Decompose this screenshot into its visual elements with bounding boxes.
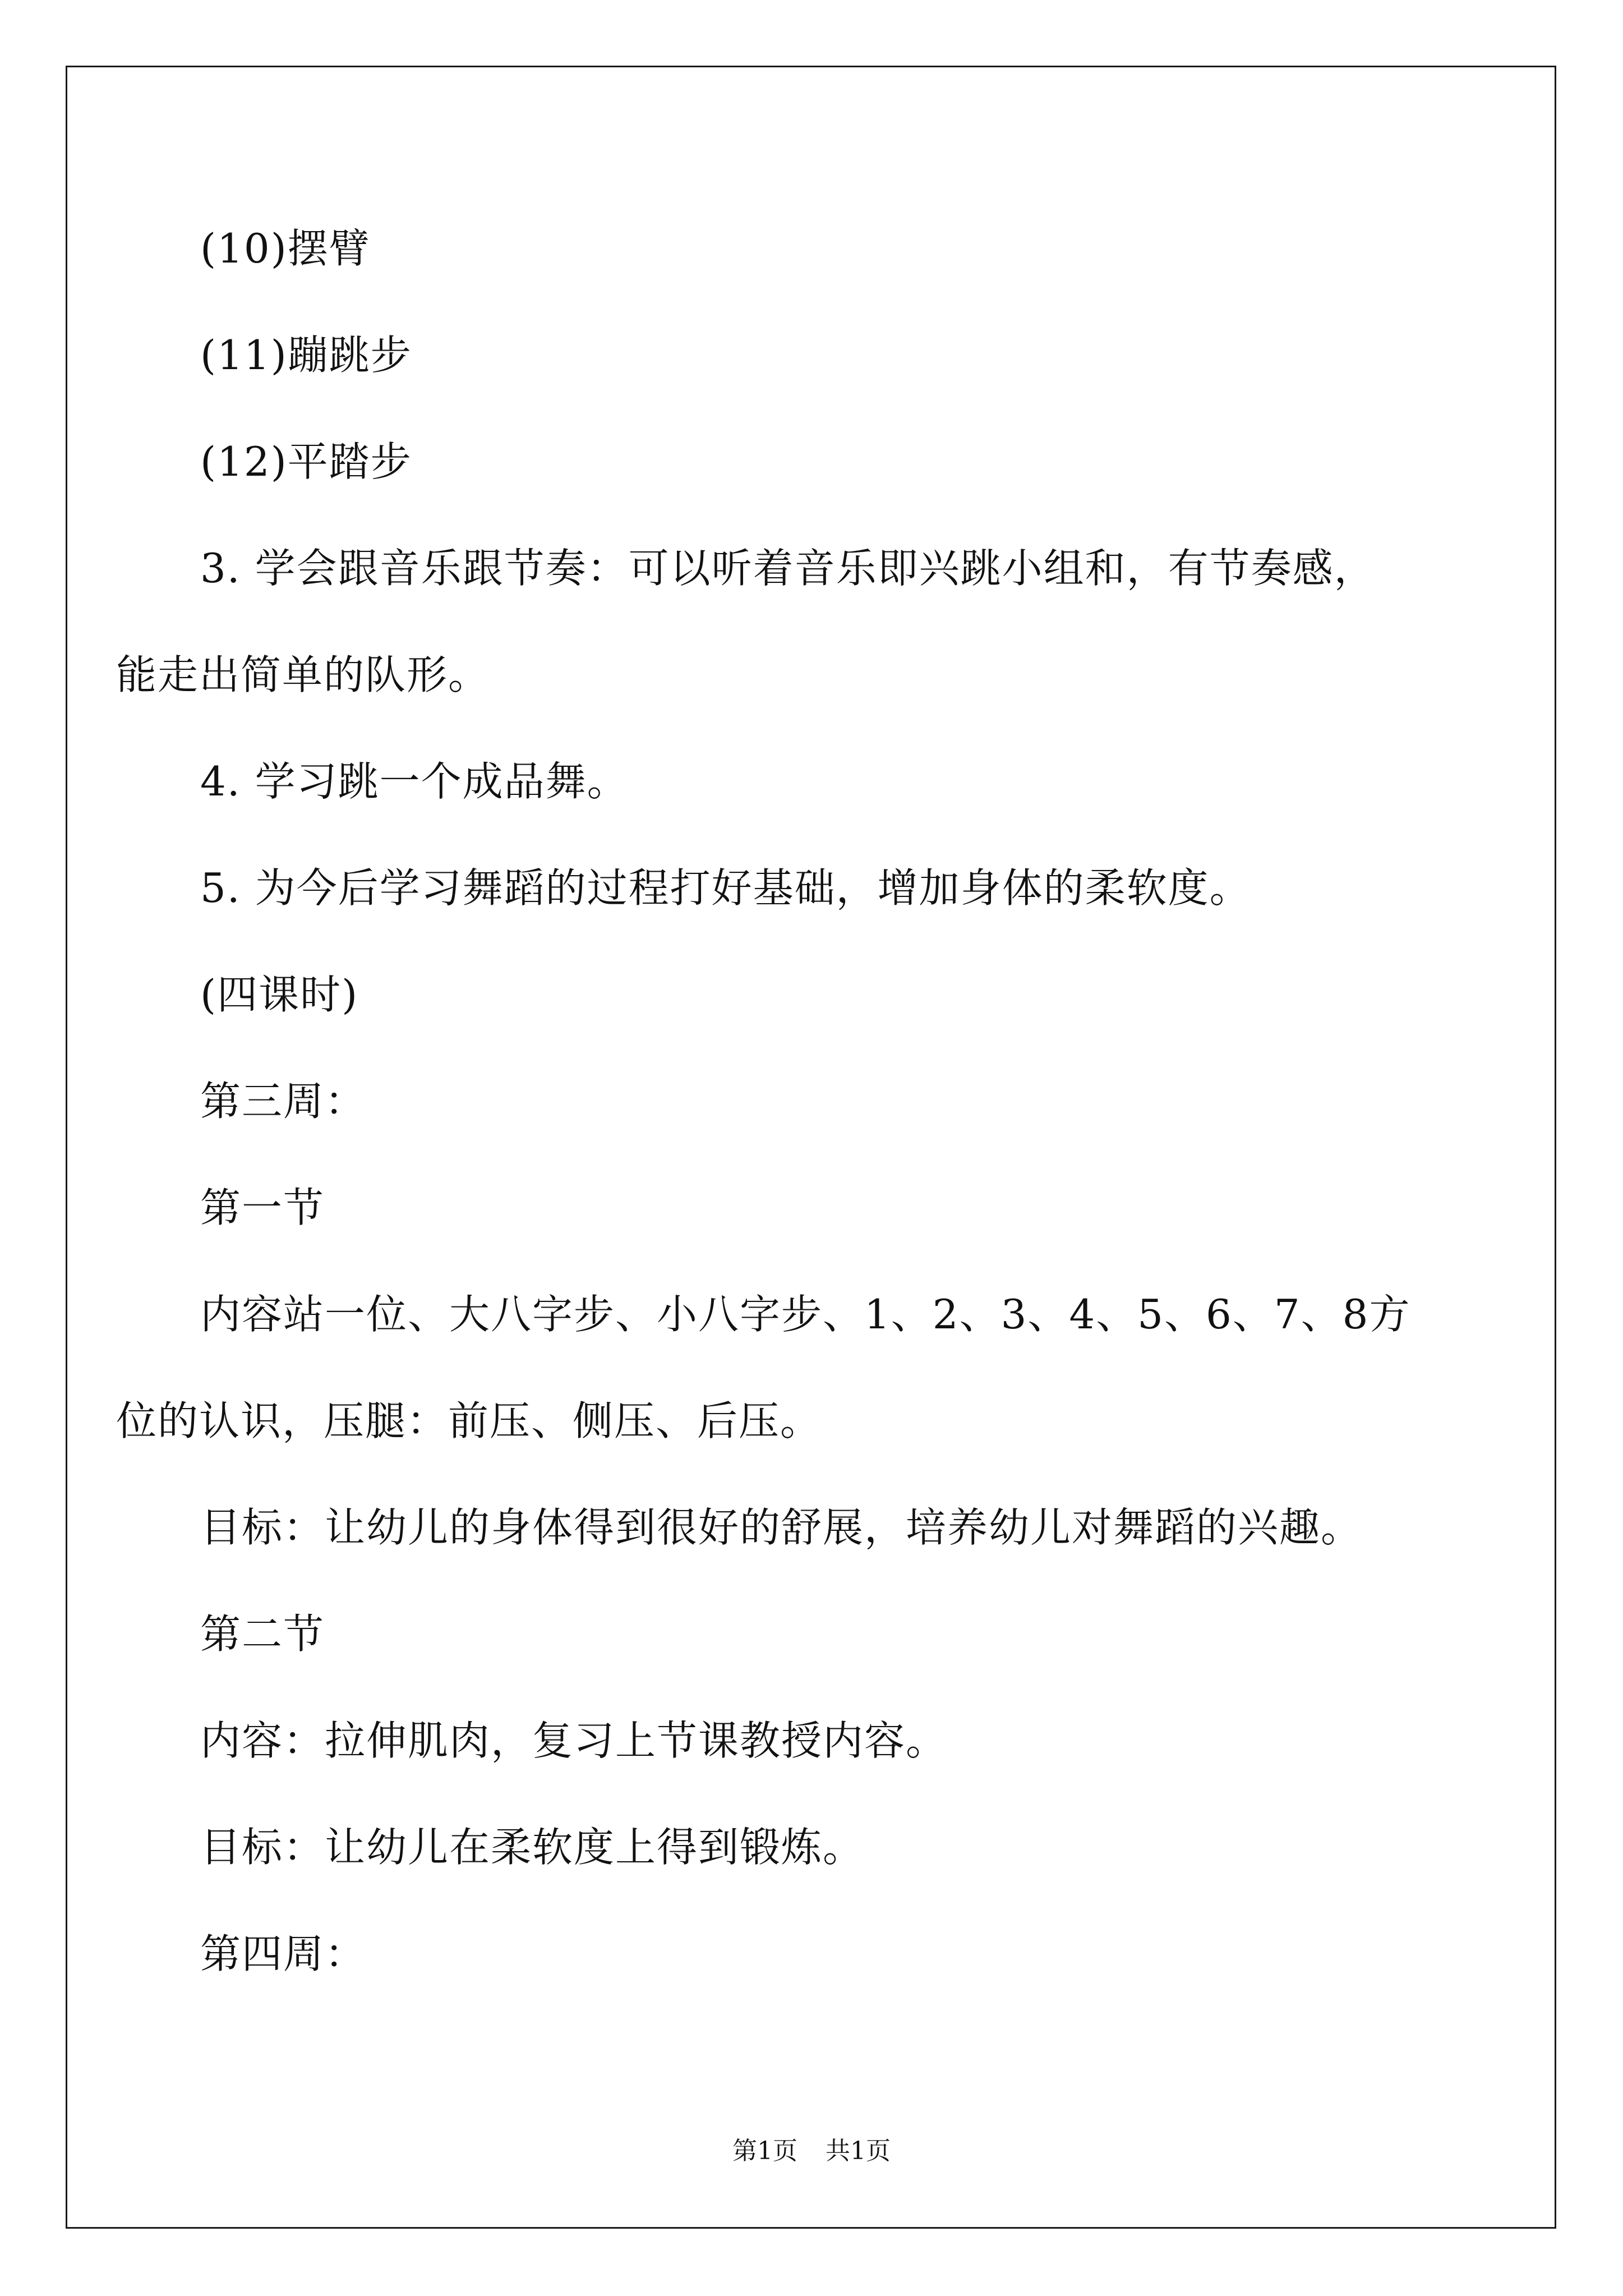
section-heading: 第三周： xyxy=(200,1078,367,1125)
page-footer xyxy=(0,2134,1623,2168)
page-number: 第1页 xyxy=(732,2137,797,2165)
paragraph: 5. 为今后学习舞蹈的过程打好基础，增加身体的柔软度。 xyxy=(200,864,1251,912)
paragraph: 目标：让幼儿在柔软度上得到锻炼。 xyxy=(200,1824,865,1871)
paragraph: 4. 学习跳一个成品舞。 xyxy=(200,758,629,805)
paragraph-continued: 能走出简单的队形。 xyxy=(116,651,490,698)
page-total: 共1页 xyxy=(826,2137,891,2165)
paragraph: (四课时) xyxy=(200,971,359,1018)
paragraph: 3. 学会跟音乐跟节奏：可以听着音乐即兴跳小组和，有节奏感， xyxy=(200,545,1376,592)
section-heading: 第四周： xyxy=(200,1930,367,1977)
subsection-heading: 第一节 xyxy=(200,1184,325,1231)
paragraph: 内容站一位、大八字步、小八字步、1、2、3、4、5、6、7、8方 xyxy=(200,1291,1411,1338)
page-border xyxy=(66,66,1556,2229)
paragraph: 目标：让幼儿的身体得到很好的舒展，培养幼儿对舞蹈的兴趣。 xyxy=(200,1504,1363,1551)
subsection-heading: 第二节 xyxy=(200,1611,325,1658)
paragraph-continued: 位的认识，压腿：前压、侧压、后压。 xyxy=(116,1397,822,1444)
list-item: (10)摆臂 xyxy=(200,225,371,272)
paragraph: 内容：拉伸肌肉，复习上节课教授内容。 xyxy=(200,1717,948,1764)
list-item: (12)平踏步 xyxy=(200,438,412,485)
list-item: (11)蹦跳步 xyxy=(200,332,412,379)
